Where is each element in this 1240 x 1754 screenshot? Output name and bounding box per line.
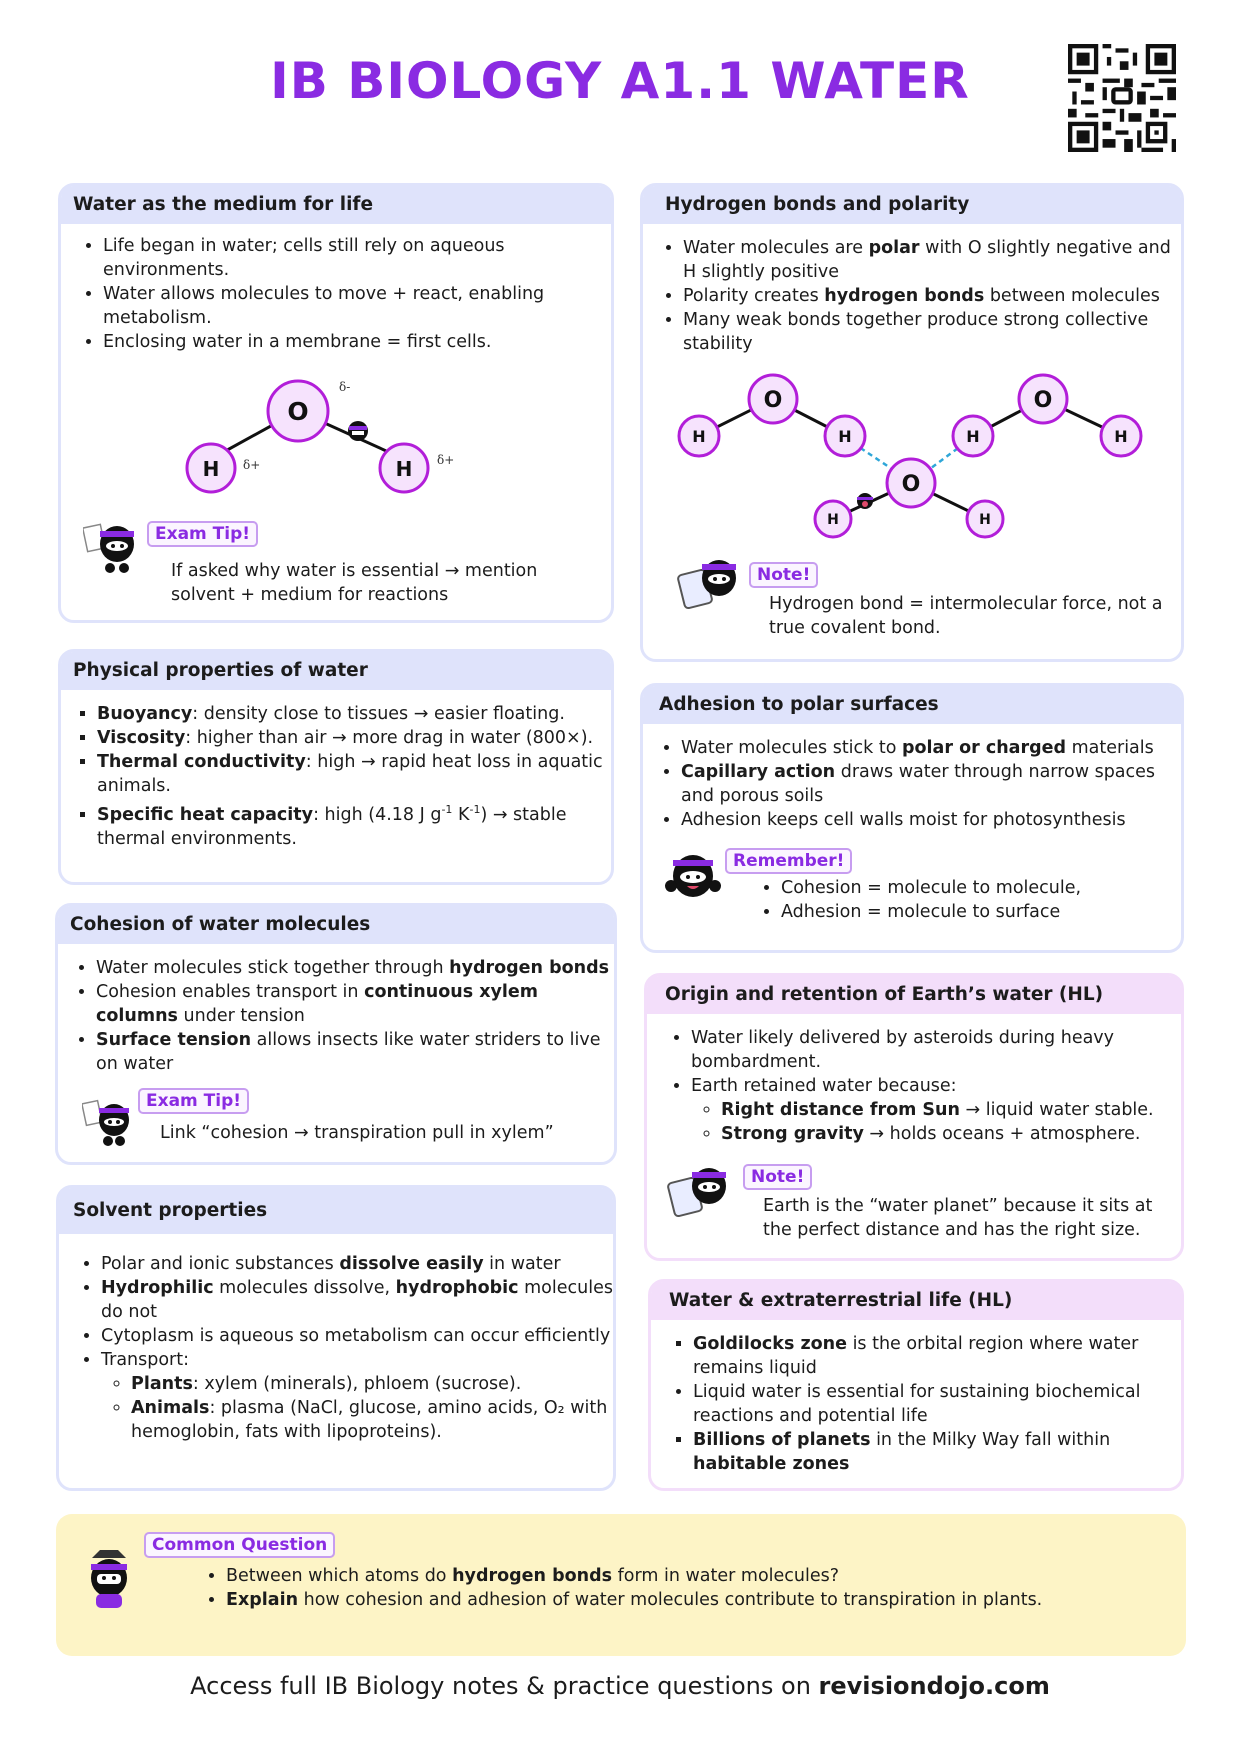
hydrogen-atom [187,444,235,492]
remember-label: Remember! [725,848,852,874]
list-item: ◦ Strong gravity → holds oceans + atmosphere. [721,1122,1181,1146]
atom-label: O [287,397,309,426]
atom-label: H [1114,427,1128,446]
partial-negative-label: δ- [339,380,351,394]
note-label: Note! [743,1164,812,1190]
card-heading: Origin and retention of Earth’s water (HL) [647,976,1181,1014]
atom-label: H [395,457,413,481]
exam-tip-text: If asked why water is essential → mention solvent + medium for reactions [171,561,538,605]
list-item: • Polarity creates hydrogen bonds between molecules [683,284,1181,308]
bullet-list [643,236,1181,356]
water-molecule-diagram [171,369,511,509]
ninja-mascot-icon [857,493,873,509]
bullet-list [59,1252,613,1444]
list-item: • Life began in water; cells still rely on aqueous environments. [103,234,611,282]
list-item: • Cohesion enables transport in continuous xylem columns under tension [96,980,614,1028]
footer-text: Access full IB Biology notes & practice questions on [190,1672,819,1700]
common-question-label: Common Question [144,1532,335,1558]
list-item: ◦ Animals: plasma (NaCl, glucose, amino acids, O₂ with hemoglobin, fats with lipoproteins). [131,1396,613,1444]
note-text: Hydrogen bond = intermolecular force, not a true covalent bond. [769,594,1163,638]
bullet-list [61,702,611,851]
ninja-mascot-icon [677,552,741,614]
footer-link[interactable]: revisiondojo.com [818,1672,1050,1700]
card-heading: Physical properties of water [61,652,611,690]
ninja-mascot-icon [348,421,368,441]
bullet-list [643,736,1181,832]
hydrogen-atom [380,444,428,492]
bullet-list [58,956,614,1076]
bullet-list [61,234,611,354]
atom-label: H [979,512,991,528]
note-label: Note! [749,562,818,588]
card-physical-properties [58,649,614,885]
list-item: ▪ Buoyancy: density close to tissues → easier floating. [97,702,611,726]
card-heading: Cohesion of water molecules [58,906,614,944]
hydrogen-bond-diagram [663,371,1173,541]
list-item: • Enclosing water in a membrane = first cells. [103,330,611,354]
list-item: • Liquid water is essential for sustaining biochemical reactions and potential life [693,1380,1181,1428]
partial-positive-label: δ+ [437,453,455,467]
list-item: ▪ Specific heat capacity: high (4.18 J $g^{-1}$ $K^{-1}$) → stable thermal environments. [97,798,611,851]
atom-label: O [901,472,921,497]
exam-tip-label: Exam Tip! [138,1088,249,1114]
common-question-box [56,1514,1186,1656]
atom-label: H [838,427,852,446]
atom-label: O [763,388,783,413]
list-item: • Water likely delivered by asteroids during heavy bombardment. [691,1026,1181,1074]
atom-label: H [966,427,980,446]
ninja-mascot-icon [83,516,139,576]
ninja-mascot-icon [663,846,723,908]
card-medium-for-life [58,183,614,623]
list-item: • Water allows molecules to move + react, enabling metabolism. [103,282,611,330]
list-item: • Hydrophilic molecules dissolve, hydrophobic molecules do not [101,1276,613,1324]
card-heading: Solvent properties [59,1188,613,1234]
list-item: ◦ Right distance from Sun → liquid water stable. [721,1098,1181,1122]
list-item: • Capillary action draws water through narrow spaces and porous soils [681,760,1181,808]
atom-label: H [202,457,220,481]
exam-tip-label: Exam Tip! [147,521,258,547]
list-item: • Transport: ◦ Plants: xylem (minerals), phloem (sucrose). ◦ Animals: plasma (NaCl, glucose, amino acids, O₂ with hemoglobin, fats with lipoproteins). [101,1348,613,1444]
list-item: • Cohesion = molecule to molecule, [781,876,1081,900]
atom-label: O [1033,388,1053,413]
list-item: • Cytoplasm is aqueous so metabolism can occur efficiently [101,1324,613,1348]
list-item: • Adhesion = molecule to surface [781,900,1081,924]
list-item: • Water molecules are polar with O slightly negative and H slightly positive [683,236,1181,284]
list-item: ▪ Thermal conductivity: high → rapid heat loss in aquatic animals. [97,750,611,798]
card-extraterrestrial-life [648,1279,1184,1491]
list-item: • Between which atoms do hydrogen bonds form in water molecules? [226,1564,1042,1588]
ninja-mascot-icon [667,1160,731,1222]
qr-code-icon[interactable] [1068,44,1176,152]
page-title: IB BIOLOGY A1.1 WATER [270,52,970,110]
card-adhesion [640,683,1184,953]
card-heading: Water & extraterrestrial life (HL) [651,1282,1181,1320]
bullet-list [647,1026,1181,1146]
card-hydrogen-bonds [640,183,1184,662]
list-item: • Polar and ionic substances dissolve easily in water [101,1252,613,1276]
atom-label: H [692,427,706,446]
list-item: ▪ Billions of planets in the Milky Way fall within habitable zones [693,1428,1181,1476]
partial-positive-label: δ+ [243,458,261,472]
card-cohesion [55,903,617,1165]
ninja-mascot-icon [82,1094,134,1150]
exam-tip-text: Link “cohesion → transpiration pull in xylem” [160,1123,554,1143]
list-item: • Many weak bonds together produce strong collective stability [683,308,1181,356]
graduate-ninja-mascot-icon [78,1544,140,1614]
card-solvent-properties [56,1185,616,1491]
note-text: Earth is the “water planet” because it sits at the perfect distance and has the right size. [763,1196,1153,1240]
list-item: • Earth retained water because: ◦ Right distance from Sun → liquid water stable. ◦ Strong gravity → holds oceans + atmosphere. [691,1074,1181,1146]
card-heading: Water as the medium for life [61,186,611,224]
list-item: ▪ Viscosity: higher than air → more drag in water (800×). [97,726,611,750]
sub-list [691,1098,1181,1146]
footer [0,1672,1240,1700]
sub-list [101,1372,613,1444]
card-heading: Adhesion to polar surfaces [643,686,1181,724]
list-item: • Water molecules stick together through hydrogen bonds [96,956,614,980]
question-list [206,1564,1042,1612]
list-item: • Adhesion keeps cell walls moist for photosynthesis [681,808,1181,832]
list-item: • Explain how cohesion and adhesion of water molecules contribute to transpiration in plants. [226,1588,1042,1612]
bullet-list [651,1332,1181,1476]
card-heading: Hydrogen bonds and polarity [643,186,1181,224]
list-item: ▪ Goldilocks zone is the orbital region where water remains liquid [693,1332,1181,1380]
remember-list [743,876,1081,924]
card-origin-earth-water [644,973,1184,1261]
list-item: • Water molecules stick to polar or charged materials [681,736,1181,760]
atom-label: H [827,512,839,528]
list-item: • Surface tension allows insects like water striders to live on water [96,1028,614,1076]
oxygen-atom [268,381,328,441]
list-item: ◦ Plants: xylem (minerals), phloem (sucrose). [131,1372,613,1396]
